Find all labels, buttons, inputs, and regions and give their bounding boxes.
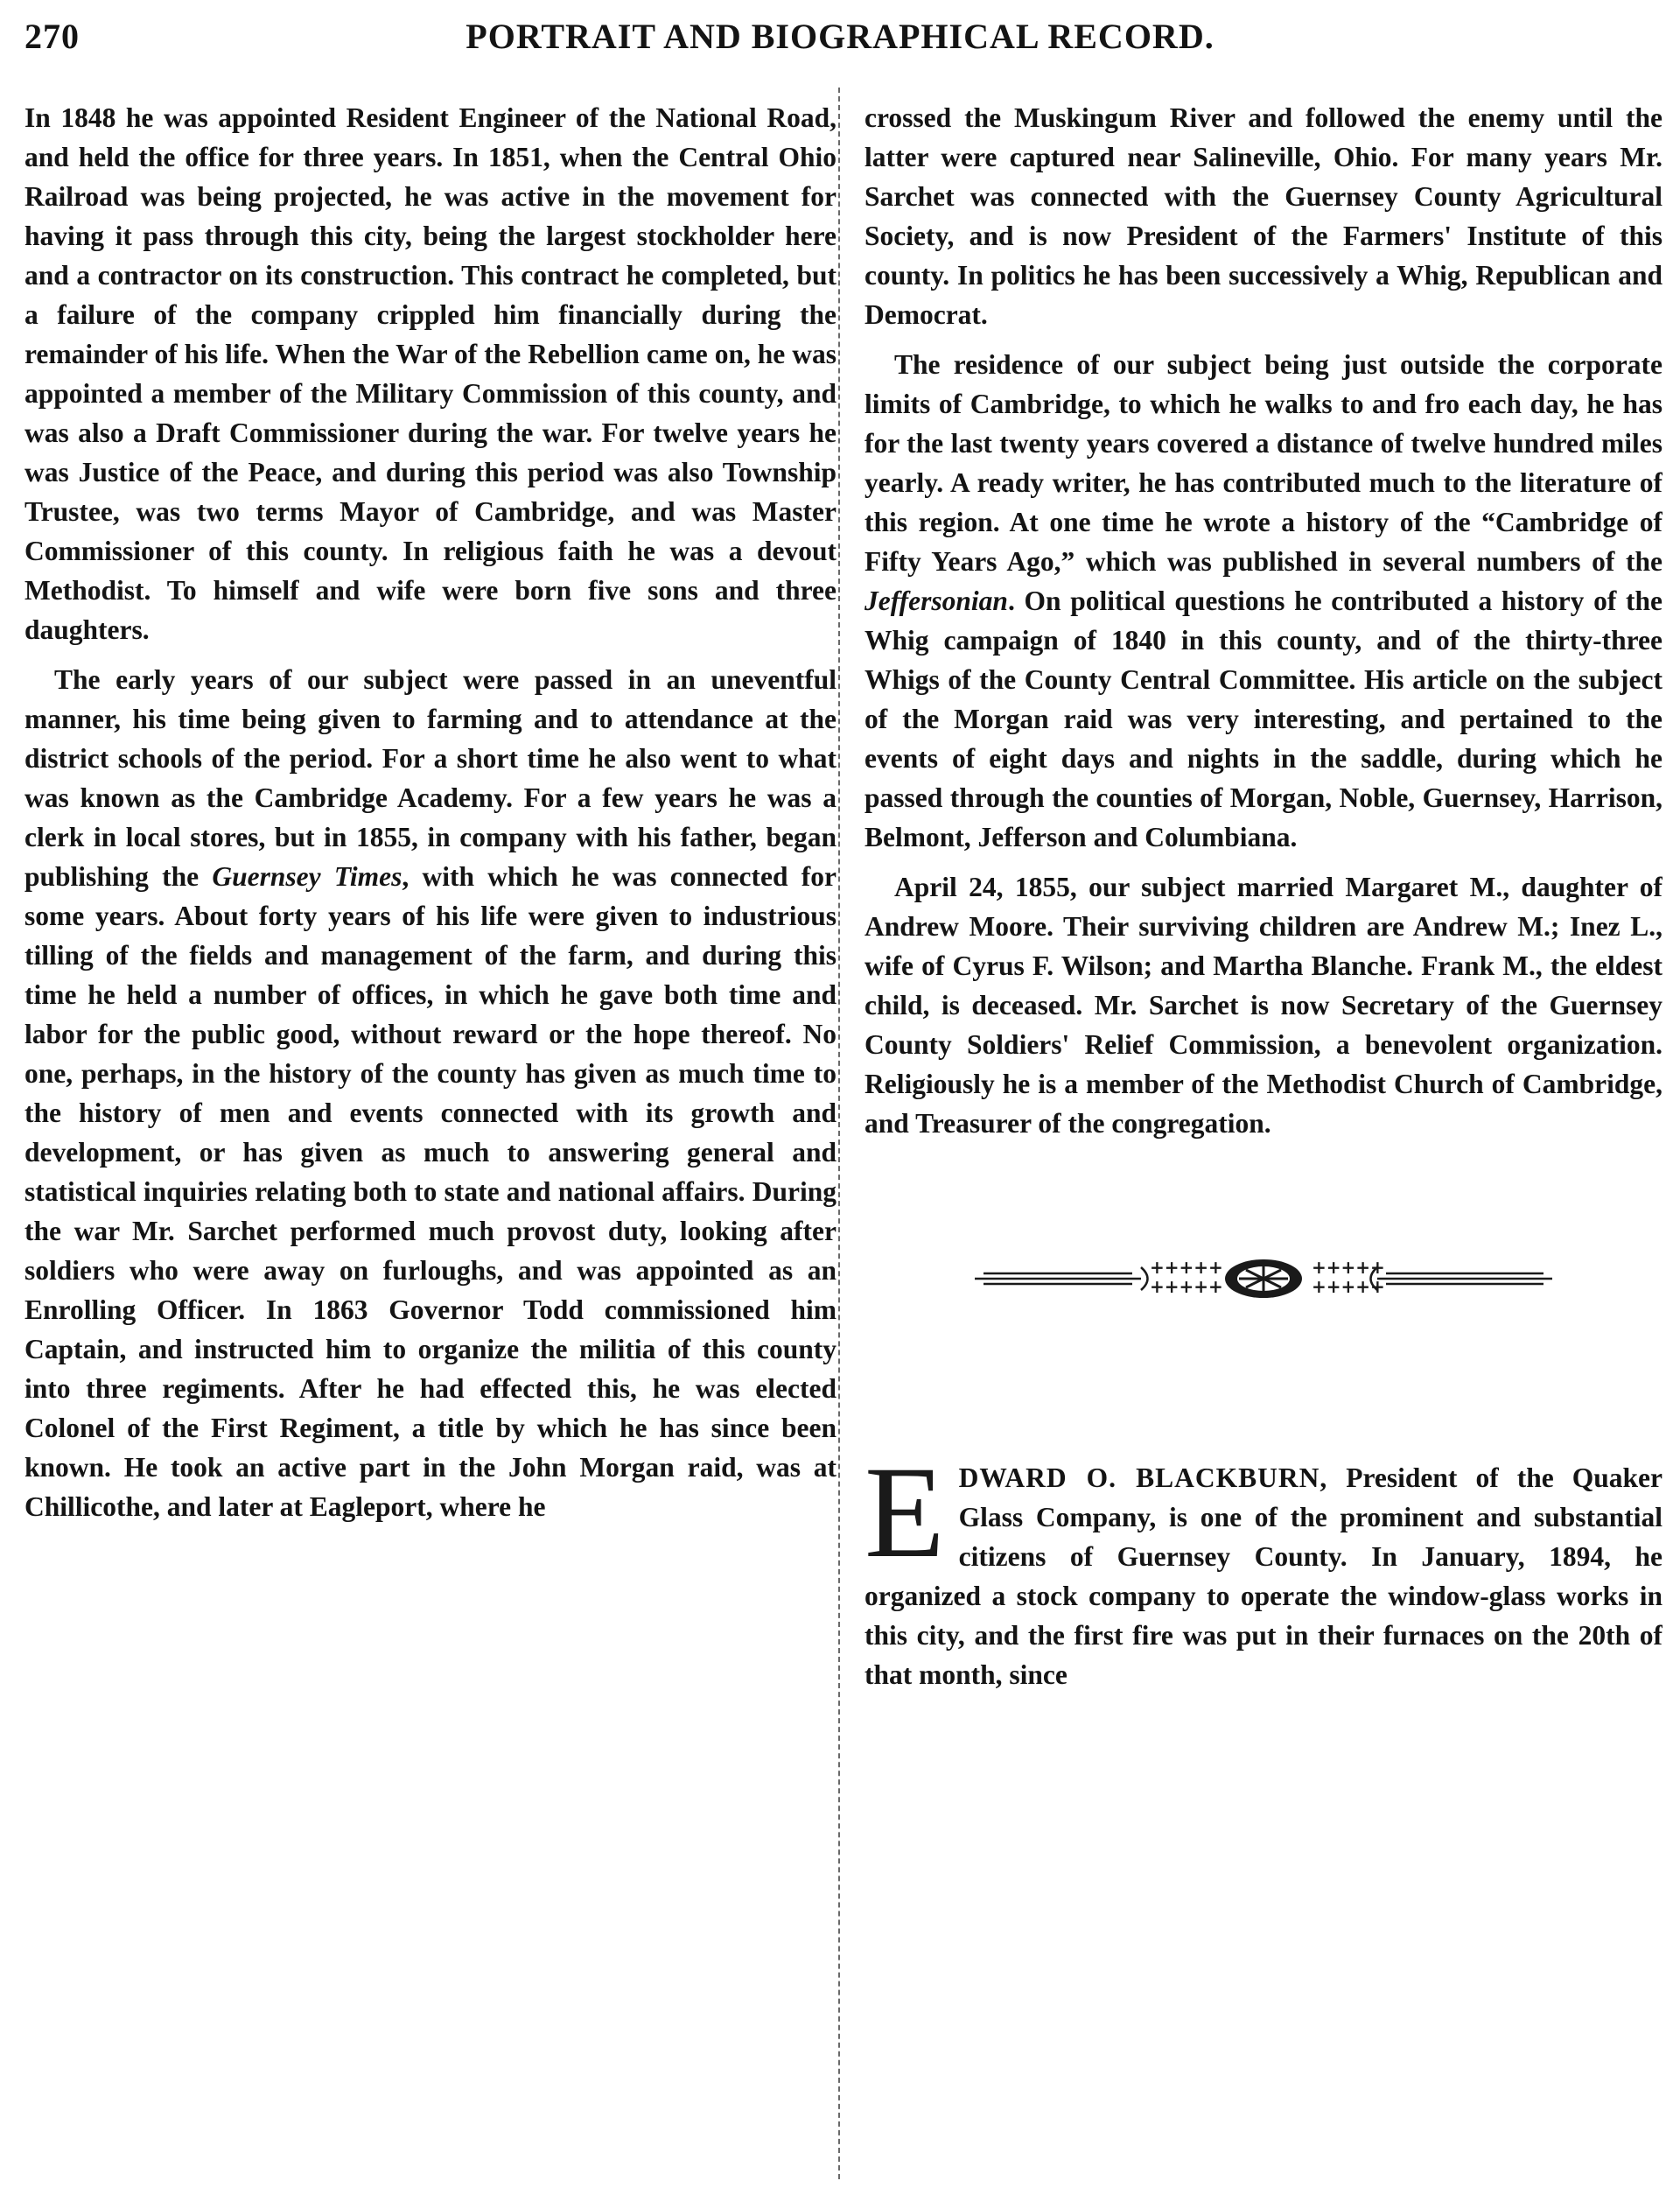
paragraph: crossed the Muskingum River and followed the enemy until the latter were captured near Salineville, Ohio. For many years Mr. Sarchet was connected with the Guernsey County Agricultural Society, and is now President of the Farmers' Institute of this county. In politics he has been successively a Whig, Republican and Democrat. (864, 102, 1662, 330)
svg-text:+++++: +++++ (1150, 1257, 1223, 1278)
right-column (864, 98, 1662, 2181)
left-column (24, 98, 836, 2181)
newspaper-title: Guernsey Times (212, 861, 402, 892)
column-rule (838, 88, 840, 2179)
svg-text:+++++: +++++ (1312, 1257, 1385, 1278)
paragraph: April 24, 1855, our subject married Margaret M., daughter of Andrew Moore. Their surviving children are Andrew M.; Inez L., wife of Cyrus F. Wilson; and Martha Blanche. Frank M., the eldest child, is deceased. Mr. Sarchet is now Secretary of the Guernsey County Soldiers' Relief Commission, a benevolent organization. Religiously he is a member of the Methodist Church of Cambridge, and Treasurer of the congregation. (864, 872, 1662, 1139)
running-head (24, 9, 1656, 61)
svg-text:+++++: +++++ (1150, 1276, 1223, 1297)
newspaper-title: Jeffersonian (864, 586, 1008, 616)
biography-opening (864, 1440, 1662, 1694)
paragraph: In 1848 he was appointed Resident Engineer of the National Road, and held the office for three years. In 1851, when the Central Ohio Railroad was being projected, he was active in the movement for having it pass through this city, being the largest stockholder here and a contractor on its construction. This contract he completed, but a failure of the company crippled him financially during the remainder of his life. When the War of the Rebellion came on, he was appointed a member of the Military Commission of this county, and was also a Draft Commissioner during the war. For twelve years he was Justice of the Peace, and during this period was also Township Trustee, was two terms Mayor of Cambridge, and was Master Commissioner of this county. In religious faith he was a devout Methodist. To himself and wife were born five sons and three daughters. (24, 102, 836, 645)
ornament-divider (966, 1248, 1561, 1309)
paragraph: The residence of our subject being just outside the corporate limits of Cambridge, to which he walks to and fro each day, he has for the last twenty years covered a distance of twelve hundred miles yearly. A ready writer, he has contributed much to the literature of this region. At one time he wrote a history of the “Cambridge of Fifty Years Ago,” which was published in several numbers of the Jeffersonian. On political questions he contributed a history of the Whig campaign of 1840 in this county, and of the thirty-three Whigs of the County Central Committee. His article on the subject of the Morgan raid was very interesting, and pertained to the events of eight days and nights in the saddle, during which he passed through the counties of Morgan, Noble, Guernsey, Harrison, Belmont, Jefferson and Columbiana. (864, 349, 1662, 852)
drop-cap-letter: E (864, 1440, 945, 1585)
svg-text:+++++: +++++ (1312, 1276, 1385, 1297)
paragraph: The early years of our subject were passed in an uneventful manner, his time being given to farming and to attendance at the district schools of the period. For a short time he also went to what was known as the Cambridge Academy. For a few years he was a clerk in local stores, but in 1855, in company with his father, began publishing the Guernsey Times, with which he was connected for some years. About forty years of his life were given to industrious tilling of the fields and management of the farm, and during this time he held a number of offices, in which he gave both time and labor for the public good, without reward or the hope thereof. No one, perhaps, in the history of the county has given as much time to the history of men and events connected with its growth and development, or has given as much to answering general and statistical inquiries relating both to state and national affairs. During the war Mr. Sarchet performed much provost duty, looking after soldiers who were away on furloughs, and was appointed as an Enrolling Officer. In 1863 Governor Todd commissioned him Captain, and instructed him to organize the militia of this county into three regiments. After he had effected this, he was elected Colonel of the First Regiment, a title by which he has since been known. He took an active part in the John Morgan raid, was at Chillicothe, and later at Eagleport, where he (24, 664, 836, 1522)
subject-name: DWARD O. BLACKBURN, (958, 1462, 1328, 1493)
running-title: PORTRAIT AND BIOGRAPHICAL RECORD. (466, 17, 1214, 56)
opening-text: President of the Quaker Glass Company, is one of the prominent and substantial citizens of Guernsey County. In January, 1894, he organized a stock company to operate the window-glass works in this city, and the first fire was put in their furnaces on the 20th of that month, since (864, 1462, 1662, 1690)
page-number: 270 (24, 17, 80, 56)
